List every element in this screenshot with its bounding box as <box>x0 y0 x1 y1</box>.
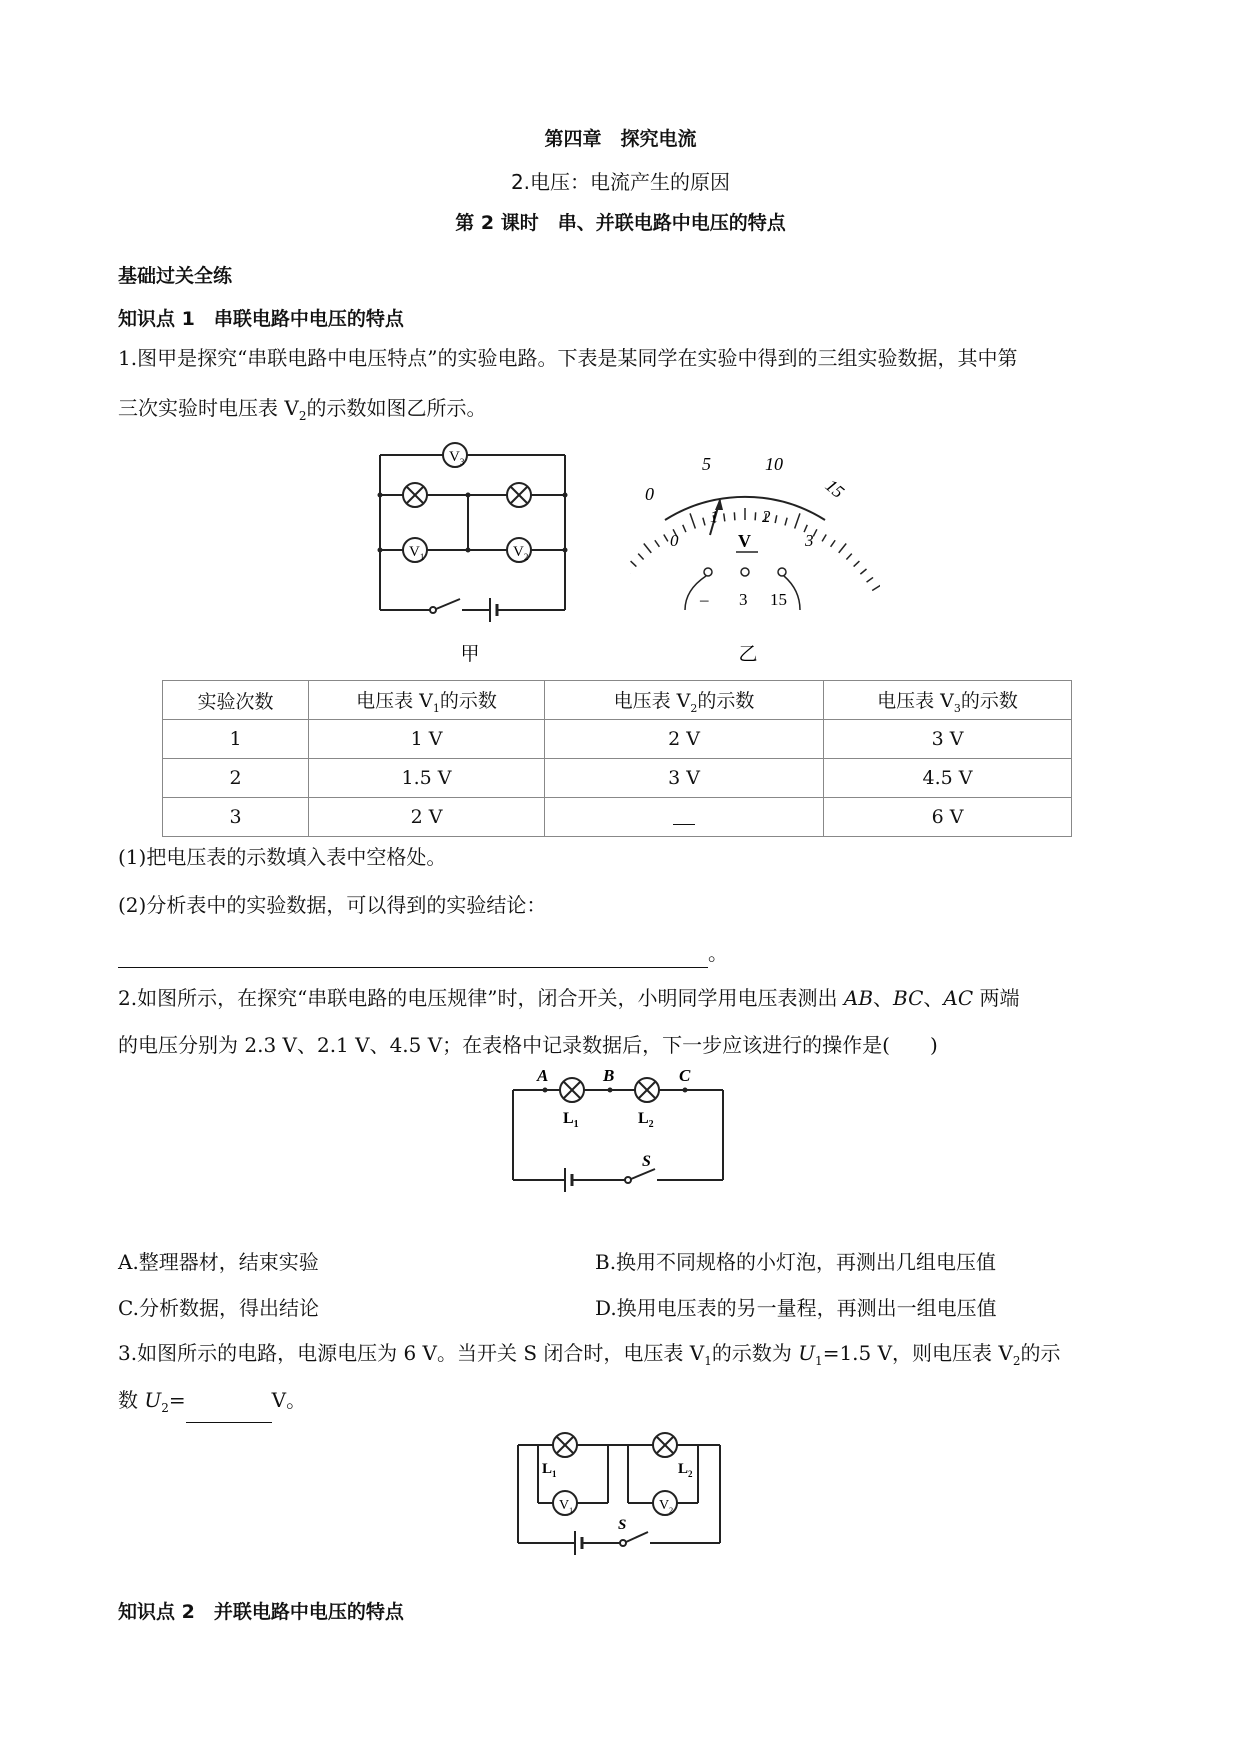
svg-text:L2: $L_2$ <box>638 1110 654 1130</box>
svg-text:B: B <box>603 1066 615 1085</box>
q1-text-line1: 1.图甲是探究“串联电路中电压特点”的实验电路。下表是某同学在实验中得到的三组实验数据，其中第 <box>118 346 1018 370</box>
part-title: 基础过关全练 <box>118 265 233 287</box>
table-row <box>163 720 1072 759</box>
svg-text:15: 15 <box>821 475 849 503</box>
q1-text-line2: 三次实验时电压表 $V_2$的示数如图乙所示。 <box>118 396 487 423</box>
dial-tick <box>785 518 787 526</box>
svg-text:C: C <box>679 1066 691 1085</box>
dial-tick <box>724 513 725 521</box>
figure-jia-circuit <box>370 440 580 665</box>
dial-tick <box>683 525 686 532</box>
table-header-cell: 电压表 $V_2$的示数 <box>545 681 824 720</box>
svg-text:V2: $V_2$ <box>659 1498 674 1515</box>
dial-tick <box>690 513 695 528</box>
dial-tick <box>795 513 800 528</box>
table-row <box>163 759 1072 798</box>
svg-text:V1: $V_1$ <box>409 544 425 562</box>
svg-text:3: 3 <box>805 531 814 550</box>
svg-text:L1: $L_1$ <box>542 1461 557 1479</box>
q3-text-line2: 数 $U_2= V$。 <box>118 1385 306 1423</box>
svg-text:L2: $L_2$ <box>678 1461 693 1479</box>
svg-text:V: V <box>738 531 751 551</box>
table-cell: 2 <box>163 759 309 798</box>
dial-tick <box>755 512 756 520</box>
dial-tick <box>867 577 873 582</box>
dial-tick <box>703 518 705 526</box>
svg-text:3: 3 <box>739 590 748 609</box>
svg-text:S: S <box>642 1153 651 1170</box>
q3-text-line1: 3.如图所示的电路，电源电压为 6 V。当开关 S 闭合时，电压表 $V_1$的示数为 $U_1=1.5$ V，则电压表 $V_2$的示 <box>118 1341 1061 1368</box>
lesson-title: 第 2 课时 串、并联电路中电压的特点 <box>455 212 786 234</box>
dial-tick <box>631 561 637 567</box>
section-title: 2.电压：电流产生的原因 <box>510 170 731 194</box>
figure-yi-voltmeter <box>630 440 880 665</box>
dial-tick <box>638 554 643 560</box>
q1-data-table <box>162 680 1072 837</box>
table-cell: 1 V <box>309 720 545 759</box>
svg-text:5: 5 <box>702 454 711 474</box>
dial-tick <box>872 582 880 590</box>
q2-option-b[interactable]: B.换用不同规格的小灯泡，再测出几组电压值 <box>595 1250 997 1274</box>
dial-tick <box>846 554 851 560</box>
svg-text:A: A <box>537 1066 549 1085</box>
table-cell: 1 <box>163 720 309 759</box>
table-cell: 2 V <box>545 720 824 759</box>
table-cell: 3 <box>163 798 309 837</box>
dial-tick <box>822 534 826 541</box>
svg-text:2: 2 <box>762 507 771 526</box>
svg-text:0: 0 <box>670 531 679 550</box>
knowledge-point-1: 知识点 1 串联电路中电压的特点 <box>118 308 404 330</box>
dial-tick <box>655 540 660 547</box>
q3-answer-blank[interactable] <box>186 1398 272 1423</box>
table-cell: 6 V <box>824 798 1072 837</box>
table-cell: 1.5 V <box>309 759 545 798</box>
q1-answer-line[interactable]: 。 <box>118 938 728 968</box>
figure-yi-caption: 乙 <box>738 644 758 665</box>
chapter-title: 第四章 探究电流 <box>544 128 697 150</box>
q1-sub2: (2)分析表中的实验数据，可以得到的实验结论： <box>118 893 547 917</box>
q1-sub1: (1)把电压表的示数填入表中空格处。 <box>118 845 447 869</box>
table-header-row <box>163 681 1072 720</box>
svg-text:V2: $V_2$ <box>513 544 529 562</box>
figure-jia-caption: 甲 <box>460 644 480 665</box>
q2-text-line2: 的电压分别为 2.3 V、2.1 V、4.5 V；在表格中记录数据后，下一步应该进行的操作是( ) <box>118 1033 938 1057</box>
svg-text:10: 10 <box>765 454 783 474</box>
table-header-cell: 实验次数 <box>163 681 309 720</box>
table-cell: 3 V <box>824 720 1072 759</box>
table-row <box>163 798 1072 837</box>
q2-text-line1: 2.如图所示，在探究“串联电路的电压规律”时，闭合开关，小明同学用电压表测出 AB、BC、AC 两端 <box>118 986 1020 1010</box>
q2-option-a[interactable]: A.整理器材，结束实验 <box>118 1250 319 1274</box>
table-cell: 2 V <box>309 798 545 837</box>
q2-option-d[interactable]: D.换用电压表的另一量程，再测出一组电压值 <box>595 1296 997 1320</box>
svg-text:S: S <box>618 1517 627 1533</box>
knowledge-point-2: 知识点 2 并联电路中电压的特点 <box>118 1601 404 1623</box>
figure-q2-circuit <box>505 1065 730 1210</box>
figure-q3-circuit <box>510 1425 730 1560</box>
svg-text:–: – <box>700 590 709 609</box>
dial-tick <box>644 544 651 553</box>
table-cell: 4.5 V <box>824 759 1072 798</box>
answer-blank-cell[interactable] <box>545 798 824 837</box>
svg-text:1: 1 <box>710 507 719 526</box>
dial-tick <box>813 529 817 536</box>
q2-option-c[interactable]: C.分析数据，得出结论 <box>118 1296 319 1320</box>
dial-tick <box>860 569 866 574</box>
svg-text:15: 15 <box>770 590 787 609</box>
svg-text:V3: $V_3$ <box>449 449 465 467</box>
svg-text:V1: $V_1$ <box>559 1498 574 1515</box>
table-header-cell: 电压表 $V_3$的示数 <box>824 681 1072 720</box>
dial-tick <box>839 544 846 553</box>
dial-tick <box>734 512 735 520</box>
table-cell: 3 V <box>545 759 824 798</box>
dial-tick <box>831 540 836 547</box>
table-header-cell: 电压表 $V_1$的示数 <box>309 681 545 720</box>
dial-tick <box>854 561 860 567</box>
svg-text:0: 0 <box>645 484 654 504</box>
dial-tick <box>775 515 777 523</box>
dial-tick <box>664 534 668 541</box>
svg-text:L1: $L_1$ <box>563 1110 579 1130</box>
